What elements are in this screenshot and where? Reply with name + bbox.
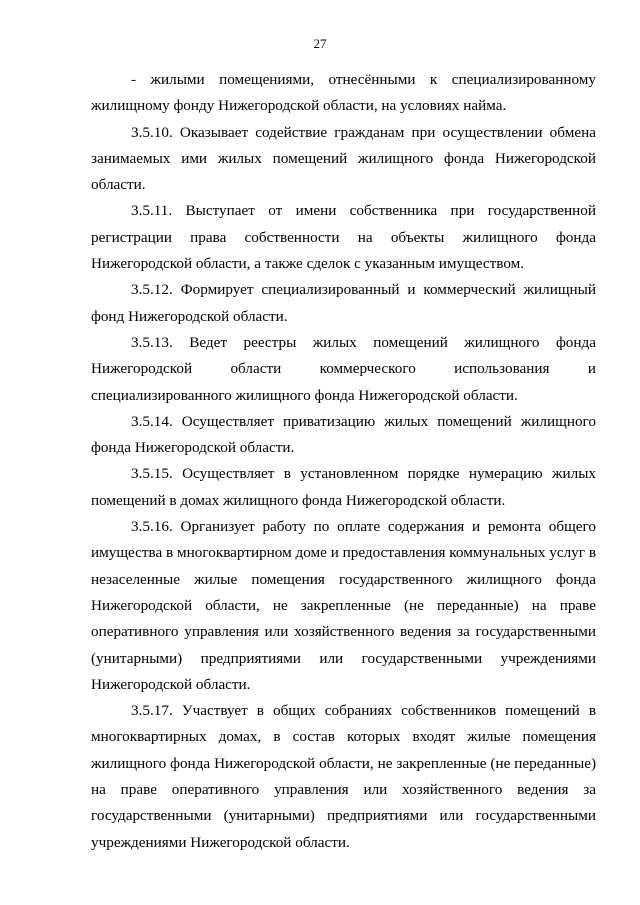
paragraph-3-5-14: 3.5.14. Осуществляет приватизацию жилых помещений жилищного фонда Нижегородской области. <box>91 412 596 457</box>
paragraph-3-5-13: 3.5.13. Ведет реестры жилых помещений жилищного фонда Нижегородской области коммерческого использования и специализированного жилищного фонда Нижегородской области. <box>91 333 596 404</box>
paragraph-3-5-10: 3.5.10. Оказывает содействие гражданам при осуществлении обмена занимаемых ими жилых помещений жилищного фонда Нижегородской области. <box>91 123 596 194</box>
paragraph-3-5-15: 3.5.15. Осуществляет в установленном порядке нумерацию жилых помещений в домах жилищного фонда Нижегородской области. <box>91 465 596 509</box>
document-body <box>91 67 596 856</box>
paragraph-housing-lease: - жилыми помещениями, отнесёнными к специализированному жилищному фонду Нижегородской области, на условиях найма. <box>91 71 596 115</box>
paragraph-3-5-16: 3.5.16. Организует работу по оплате содержания и ремонта общего имущества в многоквартирном доме и предоставления коммунальных услуг в незаселенные жилые помещения государственного жилищного фонда Нижегородской области, не закрепленные (не переданные) на праве оперативного управления или хозяйственного ведения за государственными (унитарными) предприятиями или государственными учреждениями Нижегородской области. <box>91 518 596 693</box>
paragraph-3-5-17: 3.5.17. Участвует в общих собраниях собственников помещений в многоквартирных домах, в состав которых входят жилые помещения жилищного фонда Нижегородской области, не закрепленные (не переданные) на праве оперативного управления или хозяйственного ведения за государственными (унитарными) предприятиями или государственными учреждениями Нижегородской области. <box>91 702 596 851</box>
paragraph-3-5-12: 3.5.12. Формирует специализированный и коммерческий жилищный фонд Нижегородской области. <box>91 281 596 325</box>
paragraph-3-5-11: 3.5.11. Выступает от имени собственника при государственной регистрации права собственности на объекты жилищного фонда Нижегородской области, а также сделок с указанным имуществом. <box>91 202 596 273</box>
page-number: 27 <box>313 36 327 51</box>
